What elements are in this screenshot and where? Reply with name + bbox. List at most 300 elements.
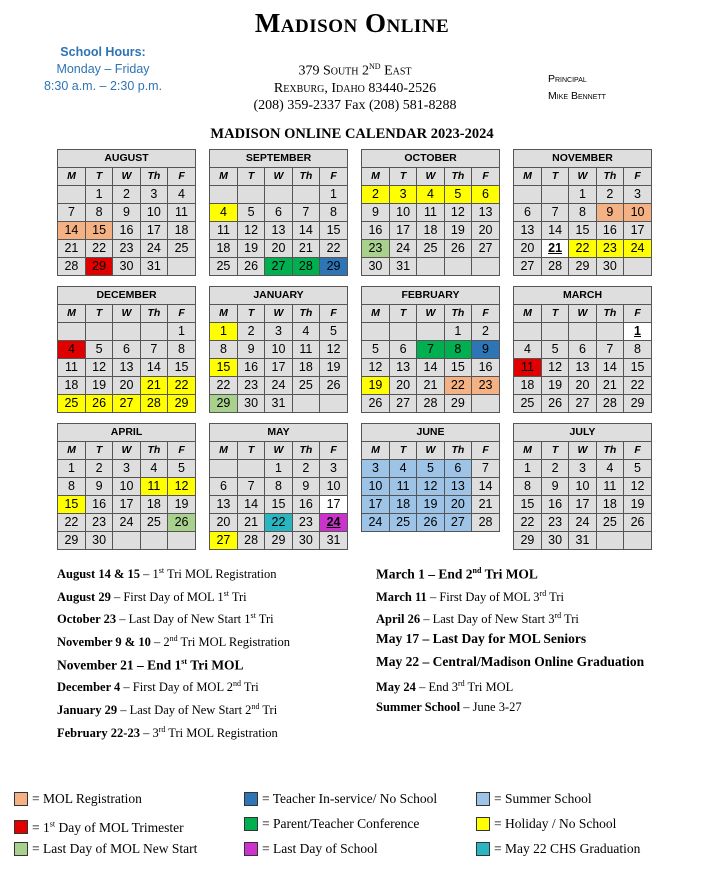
day-cell: 2 (292, 460, 319, 478)
empty-cell (210, 460, 237, 478)
day-cell: 26 (320, 377, 347, 395)
day-cell: 1 (168, 323, 195, 341)
day-cell: 9 (113, 204, 140, 222)
day-cell: 28 (596, 395, 623, 413)
day-cell: 8 (320, 204, 347, 222)
month-june (361, 423, 500, 532)
weekday-header: T (237, 305, 264, 323)
day-cell: 14 (58, 222, 85, 240)
weekday-header: F (168, 305, 195, 323)
day-cell: 13 (210, 496, 237, 514)
day-cell: 4 (596, 460, 623, 478)
calendar-title: MADISON ONLINE CALENDAR 2023-2024 (210, 126, 494, 142)
empty-cell (292, 395, 319, 413)
day-cell: 29 (85, 258, 112, 276)
day-cell: 14 (237, 496, 264, 514)
empty-cell (569, 323, 596, 341)
day-cell: 15 (569, 222, 596, 240)
weekday-header: W (113, 168, 140, 186)
day-cell: 5 (541, 341, 568, 359)
weekday-header: F (472, 305, 499, 323)
day-cell: 14 (292, 222, 319, 240)
day-cell: 8 (569, 204, 596, 222)
day-cell: 1 (569, 186, 596, 204)
weekday-header: M (514, 168, 541, 186)
day-cell: 5 (444, 186, 471, 204)
day-cell: 29 (168, 395, 195, 413)
day-cell: 20 (210, 514, 237, 532)
day-cell: 24 (265, 377, 292, 395)
day-cell: 31 (265, 395, 292, 413)
legend-swatch (244, 817, 258, 831)
event-item: Summer School – June 3-27 (376, 700, 522, 715)
weekday-header: Th (596, 168, 623, 186)
day-cell: 22 (265, 514, 292, 532)
month-september (209, 149, 348, 276)
event-item: November 9 & 10 – 2nd Tri MOL Registration (57, 634, 291, 650)
day-cell: 15 (168, 359, 195, 377)
weekday-header: T (85, 168, 112, 186)
empty-cell (85, 323, 112, 341)
day-cell: 15 (85, 222, 112, 240)
empty-cell (168, 532, 195, 550)
weekday-header: W (417, 442, 444, 460)
weekday-header: F (624, 442, 651, 460)
day-cell: 29 (320, 258, 347, 276)
weekday-header: M (362, 442, 389, 460)
day-cell: 21 (596, 377, 623, 395)
day-cell: 15 (265, 496, 292, 514)
weekday-header: M (514, 305, 541, 323)
day-cell: 17 (624, 222, 651, 240)
day-cell: 3 (389, 186, 416, 204)
day-cell: 12 (85, 359, 112, 377)
day-cell: 10 (362, 478, 389, 496)
day-cell: 7 (237, 478, 264, 496)
day-cell: 2 (237, 323, 264, 341)
day-cell: 7 (541, 204, 568, 222)
day-cell: 18 (210, 240, 237, 258)
day-cell: 29 (444, 395, 471, 413)
weekday-header: Th (292, 168, 319, 186)
day-cell: 3 (113, 460, 140, 478)
legend-swatch (476, 817, 490, 831)
day-cell: 31 (569, 532, 596, 550)
month-name: FEBRUARY (362, 287, 499, 305)
weekday-header: T (85, 442, 112, 460)
empty-cell (596, 323, 623, 341)
event-item: May 24 – End 3rd Tri MOL (376, 679, 514, 695)
day-cell: 9 (292, 478, 319, 496)
day-cell: 19 (417, 496, 444, 514)
month-name: MARCH (514, 287, 651, 305)
weekday-header: Th (140, 168, 167, 186)
empty-cell (514, 186, 541, 204)
weekday-header: F (320, 168, 347, 186)
weekday-header: Th (444, 305, 471, 323)
day-cell: 27 (210, 532, 237, 550)
weekday-header: W (265, 442, 292, 460)
day-cell: 9 (85, 478, 112, 496)
day-cell: 6 (569, 341, 596, 359)
day-cell: 23 (292, 514, 319, 532)
weekday-header: F (624, 305, 651, 323)
day-cell: 11 (58, 359, 85, 377)
day-cell: 28 (58, 258, 85, 276)
weekday-header: F (624, 168, 651, 186)
day-cell: 26 (168, 514, 195, 532)
empty-cell (237, 186, 264, 204)
day-cell: 3 (140, 186, 167, 204)
empty-cell (596, 532, 623, 550)
event-item: August 29 – First Day of MOL 1st Tri (57, 588, 247, 604)
day-cell: 13 (472, 204, 499, 222)
event-item: August 14 & 15 – 1st Tri MOL Registration (57, 566, 277, 582)
weekday-header: M (362, 168, 389, 186)
day-cell: 1 (320, 186, 347, 204)
weekday-header: M (210, 442, 237, 460)
day-cell: 18 (389, 496, 416, 514)
day-cell: 20 (514, 240, 541, 258)
address-block (200, 58, 510, 114)
day-cell: 15 (210, 359, 237, 377)
day-cell: 24 (569, 514, 596, 532)
address-city: Rexburg, Idaho 83440-2526 (273, 80, 437, 96)
legend-swatch (244, 792, 258, 806)
day-cell: 25 (210, 258, 237, 276)
day-cell: 19 (237, 240, 264, 258)
month-april (57, 423, 196, 550)
event-item: May 22 – Central/Madison Online Graduation (376, 653, 645, 669)
day-cell: 28 (237, 532, 264, 550)
principal-label: Principal (548, 73, 587, 85)
legend-label: = Teacher In-service/ No School (262, 791, 438, 806)
day-cell: 23 (596, 240, 623, 258)
day-cell: 19 (541, 377, 568, 395)
day-cell: 1 (514, 460, 541, 478)
weekday-header: T (389, 442, 416, 460)
day-cell: 6 (472, 186, 499, 204)
day-cell: 15 (444, 359, 471, 377)
weekday-header: M (58, 305, 85, 323)
day-cell: 10 (320, 478, 347, 496)
day-cell: 2 (113, 186, 140, 204)
month-february (361, 286, 500, 413)
weekday-header: F (168, 442, 195, 460)
legend-item-holiday (476, 815, 616, 833)
legend-swatch (244, 842, 258, 856)
day-cell: 5 (320, 323, 347, 341)
day-cell: 8 (210, 341, 237, 359)
weekday-header: M (362, 305, 389, 323)
day-cell: 12 (541, 359, 568, 377)
day-cell: 4 (210, 204, 237, 222)
day-cell: 19 (320, 359, 347, 377)
legend-item-grad (476, 840, 640, 858)
day-cell: 23 (541, 514, 568, 532)
empty-cell (362, 323, 389, 341)
day-cell: 10 (569, 478, 596, 496)
weekday-header: F (320, 305, 347, 323)
day-cell: 16 (292, 496, 319, 514)
legend-swatch (14, 842, 28, 856)
day-cell: 20 (569, 377, 596, 395)
weekday-header: Th (444, 442, 471, 460)
day-cell: 5 (362, 341, 389, 359)
day-cell: 31 (320, 532, 347, 550)
event-item: March 11 – First Day of MOL 3rd Tri (376, 588, 564, 604)
day-cell: 11 (596, 478, 623, 496)
month-july (513, 423, 652, 550)
day-cell: 10 (140, 204, 167, 222)
school-hours-title: School Hours: (60, 45, 146, 59)
day-cell: 21 (140, 377, 167, 395)
events-right-column (376, 560, 644, 719)
empty-cell (541, 323, 568, 341)
weekday-header: T (541, 305, 568, 323)
day-cell: 5 (237, 204, 264, 222)
day-cell: 22 (168, 377, 195, 395)
day-cell: 25 (389, 514, 416, 532)
day-cell: 20 (472, 222, 499, 240)
day-cell: 18 (292, 359, 319, 377)
day-cell: 9 (237, 341, 264, 359)
weekday-header: F (320, 442, 347, 460)
empty-cell (320, 395, 347, 413)
principal-block (548, 71, 606, 105)
event-item: October 23 – Last Day of New Start 1st Tri (57, 611, 274, 627)
day-cell: 3 (320, 460, 347, 478)
day-cell: 29 (514, 532, 541, 550)
day-cell: 8 (624, 341, 651, 359)
day-cell: 26 (85, 395, 112, 413)
weekday-header: T (85, 305, 112, 323)
legend-swatch (14, 792, 28, 806)
month-january (209, 286, 348, 413)
day-cell: 23 (472, 377, 499, 395)
day-cell: 11 (417, 204, 444, 222)
day-cell: 2 (85, 460, 112, 478)
weekday-header: T (541, 442, 568, 460)
empty-cell (624, 532, 651, 550)
day-cell: 1 (444, 323, 471, 341)
day-cell: 23 (362, 240, 389, 258)
day-cell: 12 (237, 222, 264, 240)
empty-cell (292, 186, 319, 204)
day-cell: 17 (140, 222, 167, 240)
weekday-header: F (472, 442, 499, 460)
day-cell: 27 (514, 258, 541, 276)
empty-cell (58, 323, 85, 341)
day-cell: 9 (362, 204, 389, 222)
day-cell: 18 (514, 377, 541, 395)
day-cell: 12 (624, 478, 651, 496)
day-cell: 31 (389, 258, 416, 276)
day-cell: 14 (541, 222, 568, 240)
day-cell: 27 (472, 240, 499, 258)
day-cell: 27 (569, 395, 596, 413)
day-cell: 30 (113, 258, 140, 276)
month-name: APRIL (58, 424, 195, 442)
day-cell: 9 (541, 478, 568, 496)
day-cell: 24 (140, 240, 167, 258)
legend-label: = MOL Registration (32, 791, 142, 806)
month-name: JUNE (362, 424, 499, 442)
day-cell: 12 (417, 478, 444, 496)
day-cell: 16 (237, 359, 264, 377)
day-cell: 18 (417, 222, 444, 240)
weekday-header: T (237, 168, 264, 186)
day-cell: 29 (569, 258, 596, 276)
legend-label: = Last Day of MOL New Start (32, 841, 198, 856)
day-cell: 16 (85, 496, 112, 514)
weekday-header: W (113, 305, 140, 323)
empty-cell (624, 258, 651, 276)
event-item: May 17 – Last Day for MOL Seniors (376, 631, 587, 647)
day-cell: 8 (514, 478, 541, 496)
day-cell: 10 (265, 341, 292, 359)
day-cell: 10 (624, 204, 651, 222)
legend-label: = Last Day of School (262, 841, 378, 856)
day-cell: 25 (168, 240, 195, 258)
day-cell: 17 (265, 359, 292, 377)
weekday-header: Th (596, 305, 623, 323)
weekday-header: T (389, 305, 416, 323)
legend-label: = Holiday / No School (494, 816, 617, 831)
school-hours-days: Monday – Friday (56, 62, 150, 76)
day-cell: 3 (265, 323, 292, 341)
day-cell: 13 (514, 222, 541, 240)
month-august (57, 149, 196, 276)
day-cell: 28 (541, 258, 568, 276)
day-cell: 5 (417, 460, 444, 478)
day-cell: 13 (265, 222, 292, 240)
day-cell: 9 (472, 341, 499, 359)
weekday-header: F (168, 168, 195, 186)
day-cell: 12 (362, 359, 389, 377)
day-cell: 18 (596, 496, 623, 514)
day-cell: 21 (417, 377, 444, 395)
day-cell: 16 (362, 222, 389, 240)
day-cell: 11 (210, 222, 237, 240)
day-cell: 7 (58, 204, 85, 222)
day-cell: 28 (472, 514, 499, 532)
day-cell: 7 (472, 460, 499, 478)
day-cell: 20 (113, 377, 140, 395)
day-cell: 23 (113, 240, 140, 258)
weekday-header: Th (444, 168, 471, 186)
day-cell: 29 (58, 532, 85, 550)
empty-cell (541, 186, 568, 204)
day-cell: 28 (417, 395, 444, 413)
month-may (209, 423, 348, 550)
event-item: November 21 – End 1st Tri MOL (57, 656, 244, 673)
weekday-header: T (237, 442, 264, 460)
day-cell: 26 (362, 395, 389, 413)
weekday-header: W (417, 305, 444, 323)
empty-cell (472, 258, 499, 276)
day-cell: 14 (417, 359, 444, 377)
weekday-header: M (210, 168, 237, 186)
day-cell: 24 (320, 514, 347, 532)
day-cell: 19 (85, 377, 112, 395)
event-item: December 4 – First Day of MOL 2nd Tri (57, 679, 259, 695)
weekday-header: M (514, 442, 541, 460)
day-cell: 31 (140, 258, 167, 276)
day-cell: 22 (569, 240, 596, 258)
empty-cell (514, 323, 541, 341)
day-cell: 17 (113, 496, 140, 514)
day-cell: 27 (444, 514, 471, 532)
day-cell: 13 (113, 359, 140, 377)
legend-swatch (476, 842, 490, 856)
school-hours-time: 8:30 a.m. – 2:30 p.m. (43, 79, 163, 93)
day-cell: 15 (624, 359, 651, 377)
day-cell: 4 (417, 186, 444, 204)
day-cell: 12 (444, 204, 471, 222)
legend-label: = 1st Day of MOL Trimester (32, 819, 184, 835)
weekday-header: W (569, 168, 596, 186)
weekday-header: M (210, 305, 237, 323)
weekday-header: Th (596, 442, 623, 460)
day-cell: 13 (444, 478, 471, 496)
empty-cell (140, 323, 167, 341)
day-cell: 4 (168, 186, 195, 204)
day-cell: 22 (320, 240, 347, 258)
day-cell: 22 (85, 240, 112, 258)
weekday-header: W (417, 168, 444, 186)
month-name: OCTOBER (362, 150, 499, 168)
day-cell: 14 (596, 359, 623, 377)
day-cell: 27 (113, 395, 140, 413)
month-december (57, 286, 196, 413)
day-cell: 5 (85, 341, 112, 359)
empty-cell (444, 258, 471, 276)
weekday-header: W (113, 442, 140, 460)
month-name: SEPTEMBER (210, 150, 347, 168)
day-cell: 8 (444, 341, 471, 359)
day-cell: 29 (624, 395, 651, 413)
day-cell: 16 (113, 222, 140, 240)
day-cell: 14 (140, 359, 167, 377)
day-cell: 6 (389, 341, 416, 359)
day-cell: 22 (624, 377, 651, 395)
day-cell: 27 (389, 395, 416, 413)
empty-cell (472, 395, 499, 413)
legend-item-conf (244, 815, 419, 833)
day-cell: 7 (140, 341, 167, 359)
month-name: NOVEMBER (514, 150, 651, 168)
empty-cell (389, 323, 416, 341)
day-cell: 12 (168, 478, 195, 496)
day-cell: 22 (444, 377, 471, 395)
month-march (513, 286, 652, 413)
day-cell: 27 (265, 258, 292, 276)
event-item: February 22-23 – 3rd Tri MOL Registration (57, 724, 278, 740)
day-cell: 26 (417, 514, 444, 532)
legend-item-lastnew (14, 840, 197, 858)
day-cell: 4 (292, 323, 319, 341)
day-cell: 11 (514, 359, 541, 377)
weekday-header: Th (292, 305, 319, 323)
day-cell: 2 (472, 323, 499, 341)
day-cell: 18 (58, 377, 85, 395)
weekday-header: Th (140, 442, 167, 460)
day-cell: 24 (389, 240, 416, 258)
day-cell: 9 (596, 204, 623, 222)
day-cell: 2 (362, 186, 389, 204)
day-cell: 8 (168, 341, 195, 359)
